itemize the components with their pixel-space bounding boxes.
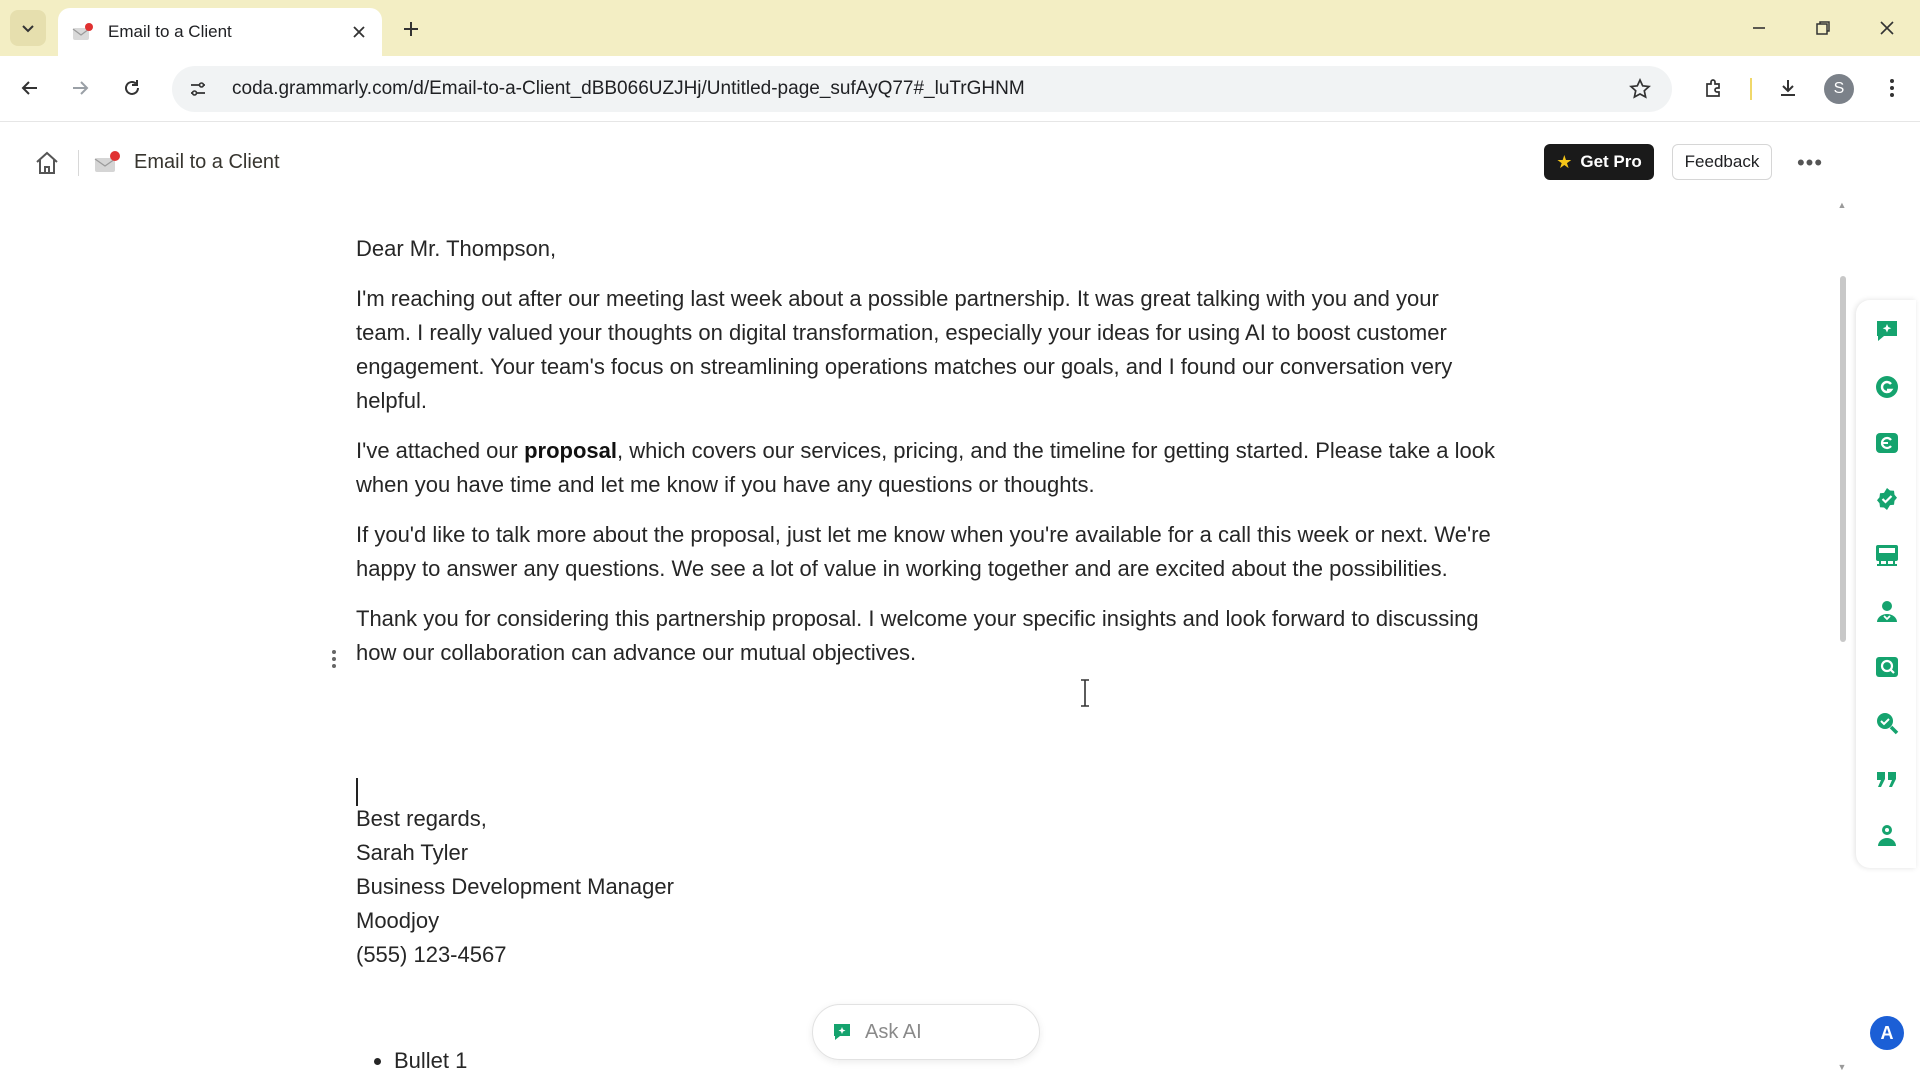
citation-quote-icon — [1874, 766, 1900, 792]
citation-button[interactable] — [1872, 764, 1902, 794]
ibeam-cursor-icon — [1078, 678, 1092, 708]
ask-ai-label: Ask AI — [865, 1020, 922, 1043]
more-options-button[interactable]: ••• — [1796, 150, 1824, 175]
agent-chat-button[interactable] — [1872, 316, 1902, 346]
sender-title[interactable]: Business Development Manager — [356, 874, 674, 899]
text-cursor — [356, 778, 358, 806]
downloads-button[interactable] — [1770, 70, 1806, 106]
star-icon: ★ — [1556, 151, 1573, 172]
envelope-favicon-icon — [72, 23, 94, 41]
reload-icon — [122, 78, 142, 98]
close-window-button[interactable] — [1870, 12, 1904, 44]
expert-review-icon — [1874, 598, 1900, 624]
download-icon — [1777, 77, 1799, 99]
home-button[interactable] — [32, 148, 62, 178]
ask-ai-button[interactable] — [812, 1004, 1040, 1060]
block-drag-handle-icon[interactable] — [322, 646, 346, 672]
agent-chat-icon — [1874, 318, 1900, 344]
tab-title: Email to a Client — [108, 22, 232, 41]
expert-review-button[interactable] — [1872, 596, 1902, 626]
forward-button[interactable] — [62, 70, 98, 106]
browser-menu-button[interactable] — [1874, 70, 1910, 106]
kebab-menu-icon — [1889, 78, 1895, 98]
toolbar-divider — [1750, 78, 1752, 100]
doc-title: Email to a Client — [134, 150, 280, 173]
tab-search-button[interactable] — [10, 10, 46, 46]
reload-button[interactable] — [114, 70, 150, 106]
humanizer-button[interactable] — [1872, 820, 1902, 850]
email-paragraph-4[interactable]: Thank you for considering this partnership proposal. I welcome your specific insights and look forward to discussing how our collaboration can advance our mutual objectives. — [356, 606, 1479, 665]
minimize-icon — [1751, 20, 1767, 36]
browser-tab[interactable] — [58, 8, 382, 56]
proofread-check-icon — [1874, 486, 1900, 512]
humanizer-icon — [1874, 822, 1900, 848]
arrow-right-icon — [70, 78, 90, 98]
rewrite-button[interactable] — [1872, 428, 1902, 458]
proofread-button[interactable] — [1872, 484, 1902, 514]
bullet-list[interactable] — [370, 1046, 467, 1076]
email-paragraph-2[interactable] — [356, 434, 1496, 502]
doc-breadcrumb[interactable] — [94, 144, 280, 180]
email-greeting[interactable]: Dear Mr. Thompson, — [356, 236, 557, 261]
get-pro-button[interactable] — [1544, 144, 1654, 180]
reader-reactions-icon — [1874, 542, 1900, 568]
grammarly-g-icon — [1874, 374, 1900, 400]
ai-grader-button[interactable] — [1872, 652, 1902, 682]
grammarly-button[interactable] — [1872, 372, 1902, 402]
grammarly-account-avatar[interactable]: A — [1870, 1016, 1904, 1050]
sender-name[interactable]: Sarah Tyler — [356, 840, 469, 865]
extensions-button[interactable] — [1696, 70, 1732, 106]
para2-text-start: I've attached our — [356, 438, 525, 463]
email-paragraph-1[interactable]: I'm reaching out after our meeting last week about a possible partnership. It was great talking with you and your team. I really valued your thoughts on digital transformation, especially your ideas for using AI to boost customer engagement. Your team's focus on streamlining operations matches our goals, and I found our conversation very helpful. — [356, 286, 1453, 413]
scroll-down-arrow-icon[interactable]: ▼ — [1837, 1062, 1847, 1072]
home-icon — [34, 150, 60, 176]
grammarly-side-panel — [1856, 300, 1916, 868]
get-pro-label: Get Pro — [1580, 152, 1642, 171]
sender-phone[interactable]: (555) 123-4567 — [356, 942, 507, 967]
minimize-button[interactable] — [1742, 12, 1776, 44]
plus-icon — [402, 20, 420, 38]
restore-icon — [1815, 20, 1831, 36]
site-info-icon[interactable] — [180, 71, 216, 107]
rewrite-icon — [1874, 430, 1900, 456]
profile-avatar[interactable]: S — [1824, 74, 1854, 104]
email-signoff[interactable]: Best regards, — [356, 806, 487, 831]
sender-company[interactable]: Moodjoy — [356, 908, 440, 933]
scrollbar-thumb[interactable] — [1840, 276, 1846, 642]
proposal-bold-text: proposal — [524, 438, 617, 463]
empty-line-block[interactable] — [356, 686, 1496, 802]
plagiarism-check-button[interactable] — [1872, 708, 1902, 738]
new-tab-button[interactable] — [396, 14, 426, 44]
close-icon — [1879, 20, 1895, 36]
doc-canvas[interactable] — [356, 232, 1496, 972]
para2-text-end: , which covers our services, pricing, and the timeline for getting started. Please take a look when you have time and let me know if you have any questions or thoughts. — [356, 438, 1495, 497]
doc-header — [0, 122, 1852, 200]
puzzle-piece-icon — [1703, 77, 1725, 99]
arrow-left-icon — [20, 78, 40, 98]
header-divider — [78, 150, 79, 176]
back-button[interactable] — [12, 70, 48, 106]
scroll-up-arrow-icon[interactable]: ▲ — [1837, 200, 1847, 210]
browser-toolbar — [0, 56, 1920, 122]
envelope-doc-icon — [94, 151, 122, 173]
plagiarism-search-icon — [1874, 710, 1900, 736]
close-tab-icon[interactable] — [348, 21, 370, 43]
email-paragraph-3[interactable]: If you'd like to talk more about the proposal, just let me know when you're available for a call this week or next. We're happy to answer any questions. We see a lot of value in working together and are excited about the possibilities. — [356, 522, 1491, 581]
ai-chat-icon — [831, 1021, 853, 1043]
restore-button[interactable] — [1806, 12, 1840, 44]
reader-reactions-button[interactable] — [1872, 540, 1902, 570]
browser-tab-strip — [0, 0, 1920, 56]
url-text: coda.grammarly.com/d/Email-to-a-Client_dBB066UZJHj/Untitled-page_sufAyQ77#_luTrGHNM — [232, 78, 1025, 99]
chevron-down-icon — [20, 20, 36, 36]
feedback-button[interactable]: Feedback — [1672, 144, 1772, 180]
address-bar[interactable] — [172, 66, 1672, 112]
bookmark-star-icon[interactable] — [1626, 75, 1654, 103]
ai-grader-icon — [1874, 654, 1900, 680]
list-item[interactable]: • Bullet 1 — [394, 1046, 467, 1076]
